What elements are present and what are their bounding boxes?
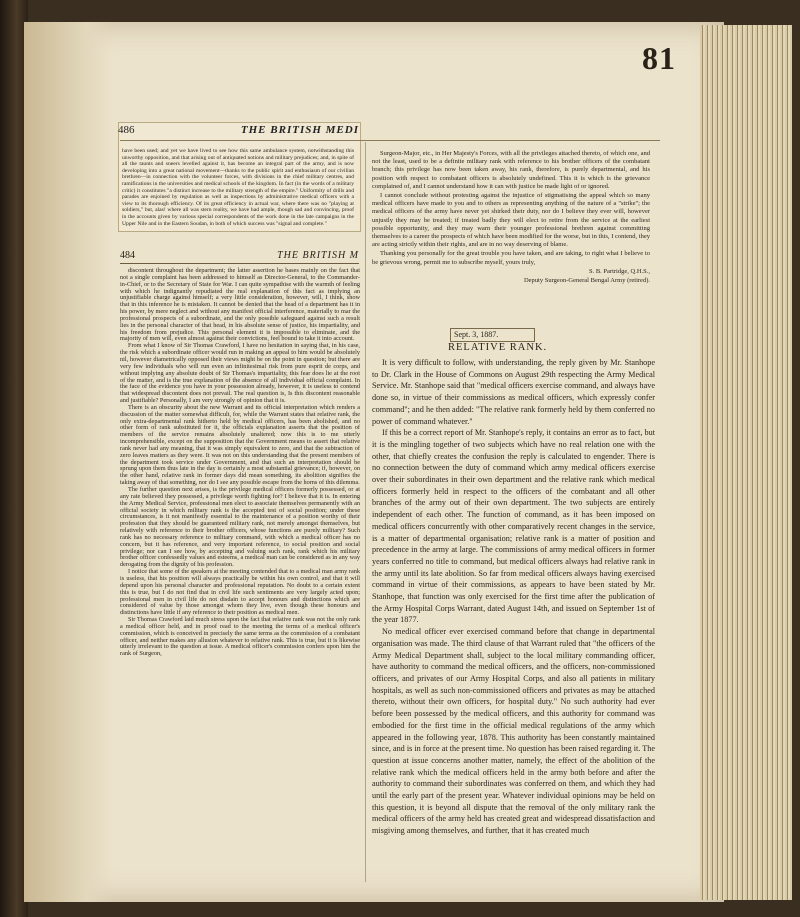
right-paragraph: Thanking you personally for the great trouble you have taken, and are taking, to right what I believe to be grievous wrong, permit me to subscribe myself, yours truly,: [372, 250, 650, 266]
left-paragraph: Sir Thomas Crawford laid much stress upon the fact that relative rank was not the only rank a medical officer held, and in proof read to the meeting the terms of a medical officer's commission, which is conceived in precisely the same terms as the commission of a combatant officer, and neither makes any allusion whatever to relative rank. This is true, but it is likewise utterly irrelevant to the question at issue. A medical officer's commission confers upon him the rank of Surgeon,: [120, 616, 360, 658]
left-column: [120, 268, 360, 658]
column-divider: [365, 142, 366, 882]
left-paragraph: From what I know of Sir Thomas Crawford, I have no hesitation in saying that, in his case, the risk which a subordinate officer would run in making an appeal to him would be absolutely nil, however diametrically opposed their views might be on the point in question; but there are very few individuals who will run even an infinitesimal risk from pure esprit de corps, and without implying any absolute doubt of Sir Thomas's impartiality, this fear does lie at the root of the matter, and is the true explanation of the absence of all individual official complaint. In the face of the evidence you have in your possession already, however, it is useless to contend that widespread discontent does not prevail. The real question is, Is this discontent reasonable and justifiable? Personally, I am very strongly of opinion that it is.: [120, 342, 360, 405]
right-paragraph: Surgeon-Major, etc., in Her Majesty's Forces, with all the privileges attached thereto, of which one, and not the least, used to be a definite military rank with reference to his brother officers of the combatant branch; this privilege has now been taken away, his rank, therefore, is purely departmental, and his position with respect to combatant officers is absolutely undefined. This it is which is the grievance complained of, and I cannot understand how it can with justice be made light of or ignored.: [372, 150, 650, 190]
left-paragraph: There is an obscurity about the new Warrant and its official interpretation which renders a discussion of the matter somewhat difficult, for, while the Warrant states that relative rank, the only extra-departmental rank hitherto held by medical officers, has been abolished, and no other form of rank substituted for it, the officials explanation asserts that the position of members of the service remains absolutely unaltered; now this is to me utterly incomprehensible, except on the supposition that the Government means to assert that relative rank never had any meaning, that it was simply equivalent to zero, and that the subtraction of zero leaves matters as they were. It was not on this understanding that the present members of the department took service under Government, and that such an interpretation should be sprung upon them thus late in the day is certainly a most substantial grievance; if, however, on the other hand, relative rank in former days did mean something, its abolition signifies the taking away of that something, nor do I see any possible escape from the horns of this dilemma.: [120, 403, 360, 487]
clipping-top-running-title: THE BRITISH MEDI: [240, 124, 359, 136]
clipping-top-page-number: 486: [118, 124, 135, 136]
left-paragraph: I notice that some of the speakers at the meeting contended that to a medical man army rank is useless, that his position will always practically be within his own control, and that it will depend upon his personal character and professional reputation. No doubt to a certain extent this is true, but I do not find that in civil life such sentiments are very largely acted upon; professional men in civil life do not disdain to accept honours and distinctions which are considered of value by those amongst whom they live, even though these honours and distinctions have little if any reference to their position as medical men.: [120, 568, 360, 617]
right-column-upper: [372, 150, 650, 286]
header-rule: [120, 140, 660, 141]
clipping-top-header: [118, 124, 359, 138]
right-column-lower: [372, 357, 655, 837]
clipping-mid-running-title: THE BRITISH M: [277, 250, 359, 261]
right-paragraph: If this be a correct report of Mr. Stanhope's reply, it contains an error as to fact, but it is the mingling together of two subjects which have no real relation one with the other, that chiefly creates the confusion the reply is calculated to engender. There is no connection between the duty of command which army medical officers exercise over their subordinates in their own department and the relative rank which medical officers formerly held in respect to the officers of the combatant and all other branches of the army out of their own department. The two subjects are entirely independent of each other. The function of command, as it has been imposed on medical officers concurrently with other comparatively recent changes in the service, is a matter of departmental organisation; relative rank is a matter of position and precedence in the army at large. The commissions of army medical officers in former years conferred no title to command, but medical officers always had relative rank in the army until its late abolition. So far from medical officers always having exercised command in virtue of their commissions, as appears to have been stated by Mr. Stanhope, that function was only exercised for the first time after the publication of the Army Hospital Corps Warrant, dated August 14th, and issued on September 1st of the year 1877.: [372, 428, 655, 625]
right-paragraph: No medical officer ever exercised command before that change in departmental organisation was made. The third clause of that Warrant ruled that "the officers of the Army Medical Department shall, subject to the local military commanding officer, have authority to command the medical officers, and the officers, non-commissioned officers, and privates of our Army Hospital Corps, and also all patients in military hospitals, as well as such non-commissioned officers and privates as may be attached thereto, without their own officers, for hospital duty." No such authority had ever before been possessed by the medical officers, and this authority for command was embodied for the first time in the official medical regulations of the army which appeared in the following year, 1878. This authority has been constantly maintained since, and is in force at the present time. No question has been raised regarding it. The question at issue concerns another matter, namely, the effect of the abolition of the relative rank which the medical officers held in the army both before and after the authority to command their subordinates was conferred on them, and which they had until the early part of the present year. Whatever individual opinions may be held on this question, it is beyond all dispute that the removal of the only military rank the medical officers of the army held has created great and widespread dissatisfaction and misgiving among themselves, and further, that it has created much: [372, 627, 655, 836]
left-paragraph: discontent throughout the department; the latter assertion he bases mainly on the fact that not a single complaint has been addressed to himself as Director-General, to the Commander-in-Chief, or to the Secretary of State for War. I can quite sympathise with the warmth of feeling with which he indignantly repudiated the real explanation of this fact as implying an unjustifiable charge against himself; a very little consideration, however, will, I think, show that in this inference he is mistaken. It cannot be denied that the head of a department has it in his power, by mere neglect and without any manifest official interference, materially to mar the professional prospects of a subordinate, and the only possible safeguard against such a result lies in the personal character of that head, in his absolute sense of justice, his impartiality, and his freedom from prejudice. This personal element it is impossible to eliminate, and the majority of men will, even almost against their convictions, feel bound to take it into account.: [120, 267, 360, 343]
section-title: RELATIVE RANK.: [448, 342, 548, 353]
pasted-date-label: Sept. 3, 1887.: [450, 328, 535, 342]
clipping-mid-page-number: 484: [120, 250, 135, 261]
left-paragraph: The further question next arises, is the privilege medical officers formerly possessed, or at any rate believed they possessed, a privilege worth fighting for? I believe that it is. In entering the Army Medical Service, professional men elect to associate themselves permanently with an official society in which military rank is the accepted test of social position; under these circumstances, is it not manifestly essential to the maintenance of a position worthy of their profession that they should be guaranteed military rank, not merely amongst themselves, but relatively with reference to their brother officers, whose functions are purely military? Such rank has no necessary reference to military command, with which a medical officer has no concern, but it has reference, and very important reference, to social position and social privilege; nor can I see how, by accepting and valuing such rank, rank which his military brother officer confessedly values and esteems, a medical man can be considered as in any way derogating from the dignity of his profession.: [120, 486, 360, 569]
folio-number: 81: [642, 40, 676, 76]
clipping-top-text: have been used; and yet we have lived to see how this same ambulance system, notwithstanding this unworthy opposition, and that arising out of antiquated notions and military prejudices; and, in spite of all the taunts and sneers levelled against it, has become an integral part of the army, and is now developing into a great national movement—thanks to the public spirit and enthusiasm of our civilian brethren—in connection with the volunteer forces, with divisions in the chief military centres, and ramifications in the universities and medical schools of the kingdom. In fact (in the words of a military critic) it constitutes "a distinct increase to the military strength of the empire." Uniformity of drills and parades are enjoined by regulation as well as inspections by administrative medical officers with a view to its thorough efficiency. Of its great efficiency in actual war, where there was no "playing at soldiers," but, alas! where all was stern reality, we have had ample, though sad and convincing, proof in the accounts given by various special correspondents of the work done in the late campaigns in the Upper Nile and in the Eastern Soudan, in both of which success was "signal and complete.": [122, 148, 354, 227]
signature-title: Deputy Surgeon-General Bengal Army (retired).: [523, 277, 650, 285]
clipping-mid-header: [120, 250, 359, 261]
page-edges: [700, 25, 792, 900]
right-paragraph: It is very difficult to follow, with understanding, the reply given by Mr. Stanhope to Dr. Clark in the House of Commons on August 29th respecting the Army Medical Service. Mr. Stanhope said that "medical officers exercise command, and always have done so, in virtue of their commissions as medical officers, which expressly confer command"; and he then added: "The relative rank formerly held by them conferred no power of command whatever.": [372, 358, 655, 426]
clipping-mid-rule: [120, 263, 359, 264]
right-paragraph: I cannot conclude without protesting against the injustice of stigmatising the appeal which so many medical officers have made to you and to others as representing anything of the nature of a "strike"; the medical officers of the army have never yet shirked their duty, nor do I believe they ever will, however unjustly they may be treated; if treated badly they will elect to retire from the service at the earliest possible opportunity, and they may warn their younger professional brethren against committing themselves to a career the prospects of which have been modified for the worse, but in this, I contend, they are acting strictly within their rights, and are in no way deserving of blame.: [372, 192, 650, 249]
signature-name: S. B. Partridge, Q.H.S.,: [588, 267, 650, 275]
page-gutter: [24, 22, 114, 902]
